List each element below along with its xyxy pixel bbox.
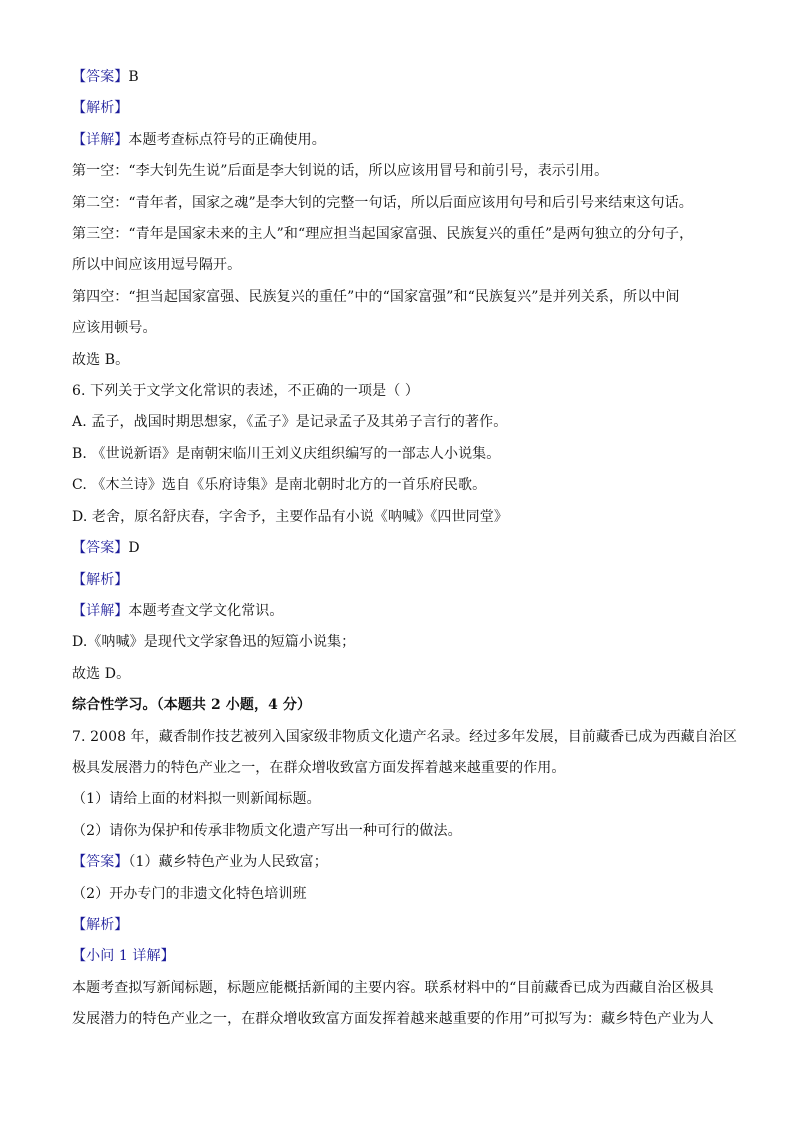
explanation-line: 第三空：“青年是国家未来的主人”和“理应担当起国家富强、民族复兴的重任”是两句独立的分句子， bbox=[72, 226, 694, 243]
option-c: C. 《木兰诗》选自《乐府诗集》是南北朝时北方的一首乐府民歌。 bbox=[72, 477, 487, 494]
explanation-line: 应该用顿号。 bbox=[72, 320, 157, 337]
analysis-label: 【解析】 bbox=[72, 571, 129, 588]
analysis-label: 【解析】 bbox=[72, 100, 129, 117]
analysis-label: 【解析】 bbox=[72, 916, 129, 933]
sub-question-2: （2）请你为保护和传承非物质文化遗产写出一种可行的做法。 bbox=[72, 822, 462, 839]
explanation-line: 第二空：“青年者，国家之魂”是李大钊的完整一句话，所以后面应该用句号和后引号来结束这句话。 bbox=[72, 194, 693, 211]
answer-line-q5 bbox=[72, 62, 732, 93]
detail-label: 【详解】 bbox=[72, 131, 129, 148]
analysis-label-q5 bbox=[72, 93, 732, 124]
answer-label: 【答案】 bbox=[72, 540, 129, 557]
sub-question-1: （1）请给上面的材料拟一则新闻标题。 bbox=[72, 791, 321, 808]
question-6-stem: 6. 下列关于文学文化常识的表述，不正确的一项是（ ） bbox=[72, 383, 419, 400]
detail-label: 【详解】 bbox=[72, 602, 129, 619]
option-d: D. 老舍，原名舒庆春，字舍予，主要作品有小说《呐喊》《四世同堂》 bbox=[72, 508, 508, 525]
answer-line-q7-2: （2）开办专门的非遗文化特色培训班 bbox=[72, 885, 307, 902]
answer-text: （1）藏乡特色产业为人民致富； bbox=[128, 854, 328, 871]
detail-text: 本题考查标点符号的正确使用。 bbox=[128, 131, 326, 148]
question-7-stem-cont: 极具发展潜力的特色产业之一，在群众增收致富方面发挥着越来越重要的作用。 bbox=[72, 759, 566, 776]
analysis-label-q6 bbox=[72, 565, 732, 596]
conclusion-line: 故选 B。 bbox=[72, 351, 130, 368]
sub-detail-label-text: 【小问 1 详解】 bbox=[72, 948, 175, 965]
explanation-line: 第一空：“李大钊先生说”后面是李大钊说的话，所以应该用冒号和前引号，表示引用。 bbox=[72, 163, 609, 180]
detail-line-q5 bbox=[72, 125, 732, 156]
answer-line-q7 bbox=[72, 847, 732, 878]
option-b: B. 《世说新语》是南朝宋临川王刘义庆组织编写的一部志人小说集。 bbox=[72, 445, 501, 462]
answer-text: B bbox=[128, 69, 139, 85]
sub-detail-label bbox=[72, 941, 732, 972]
conclusion-line: 故选 D。 bbox=[72, 665, 131, 682]
explanation-line: 本题考查拟写新闻标题，标题应能概括新闻的主要内容。联系材料中的“目前藏香已成为西藏自治区极具 bbox=[72, 979, 714, 996]
option-a: A. 孟子，战国时期思想家，《孟子》是记录孟子及其弟子言行的著作。 bbox=[72, 414, 508, 431]
answer-label: 【答案】 bbox=[72, 69, 129, 85]
analysis-label-q7 bbox=[72, 910, 732, 941]
explanation-line: 所以中间应该用逗号隔开。 bbox=[72, 257, 242, 274]
question-7-stem: 7. 2008 年，藏香制作技艺被列入国家级非物质文化遗产名录。经过多年发展，目前藏香已成为西藏自治区 bbox=[72, 728, 737, 745]
document-page bbox=[72, 62, 737, 1036]
explanation-line: 第四空：“担当起国家富强、民族复兴的重任”中的“国家富强”和“民族复兴”是并列关系，所以中间 bbox=[72, 288, 680, 305]
answer-text: D bbox=[128, 540, 140, 557]
detail-text: 本题考查文学文化常识。 bbox=[128, 602, 284, 619]
explanation-line: 发展潜力的特色产业之一，在群众增收致富方面发挥着越来越重要的作用”可拟写为：藏乡特色产业为人 bbox=[72, 1011, 714, 1028]
detail-line-q6 bbox=[72, 596, 732, 627]
explanation-line: D.《呐喊》是现代文学家鲁迅的短篇小说集； bbox=[72, 634, 356, 651]
answer-line-q6 bbox=[72, 533, 732, 564]
section-heading: 综合性学习。（本题共 2 小题，4 分） bbox=[72, 697, 312, 714]
answer-label: 【答案】 bbox=[72, 854, 129, 871]
